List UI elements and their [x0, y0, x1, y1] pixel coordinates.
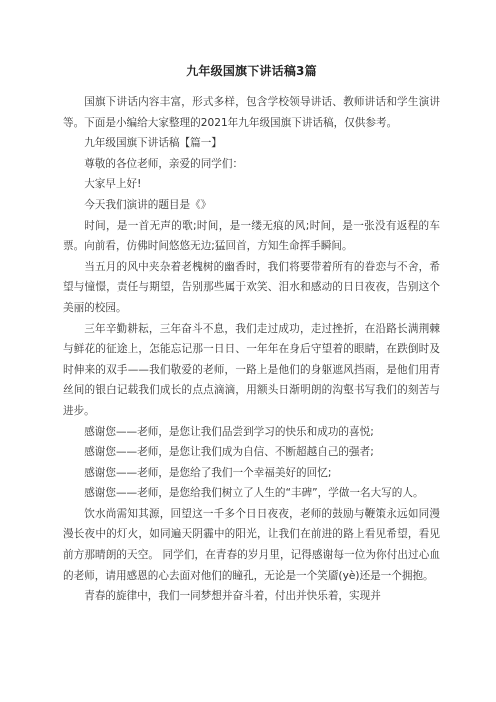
- greeting: 大家早上好!: [84, 178, 142, 191]
- thanks-line: 感谢您——老师，是您给了我们一个幸福美好的回忆;: [84, 466, 332, 479]
- thanks-line: 感谢您——老师，是您让我们品尝到学习的快乐和成功的喜悦;: [84, 425, 374, 438]
- thanks-line: 感谢您——老师，是您给我们树立了人生的“丰碑”，学做一名大写的人。: [84, 487, 424, 500]
- document-title: 九年级国旗下讲话稿3篇: [186, 64, 317, 78]
- body-paragraph: 三年辛勤耕耘，三年奋斗不息，我们走过成功，走过挫折，在沿路长满荆棘与鲜花的征途上，怎能忘记那一日日、一年年在身后守望着的眼睛，在跌倒时及时伸来的双手——我们敬爱的老师，一路上是他们的身躯遮风挡雨，是他们用青丝间的银白记载我们成长的点点滴滴，用额头日渐明朗的沟壑书写我们的刻苦与进步。: [63, 322, 440, 417]
- speech-topic: 今天我们演讲的题目是《》: [84, 198, 212, 211]
- section-heading: 九年级国旗下讲话稿【篇一】: [84, 137, 222, 150]
- body-paragraph: 当五月的风中夹杂着老槐树的幽香时，我们将要带着所有的眷恋与不舍，希望与憧憬，责任与期望，告别那些属于欢笑、泪水和感动的日日夜夜，告别这个美丽的校园。: [63, 260, 440, 314]
- body-paragraph: 饮水尚需知其源，回望这一千多个日日夜夜，老师的鼓励与鞭策永远如同漫漫长夜中的灯火，如同遍天阴霾中的阳光，让我们在前进的路上看见希望，看见前方那晴朗的天空。 同学们，在青春的岁月里，记得感谢每一位为你付出过心血的老师，请用感恩的心去面对他们的瞳孔，无论是一个笑靥(yè)还是一个拥抱。: [63, 507, 440, 582]
- body-paragraph: 时间，是一首无声的歌;时间，是一缕无痕的风;时间，是一张没有返程的车票。向前看，仿佛时间悠悠无边;猛回首，方知生命挥手瞬间。: [63, 219, 440, 253]
- salutation: 尊敬的各位老师，亲爱的同学们：: [84, 157, 244, 170]
- intro-paragraph: 国旗下讲话内容丰富，形式多样，包含学校领导讲话、教师讲话和学生演讲等。下面是小编给大家整理的2021年九年级国旗下讲话稿，仅供参考。: [63, 96, 440, 129]
- body-paragraph: 青春的旋律中，我们一同梦想并奋斗着，付出并快乐着，实现并: [84, 590, 381, 603]
- thanks-line: 感谢您——老师，是您让我们成为自信、不断超越自己的强者;: [84, 446, 374, 459]
